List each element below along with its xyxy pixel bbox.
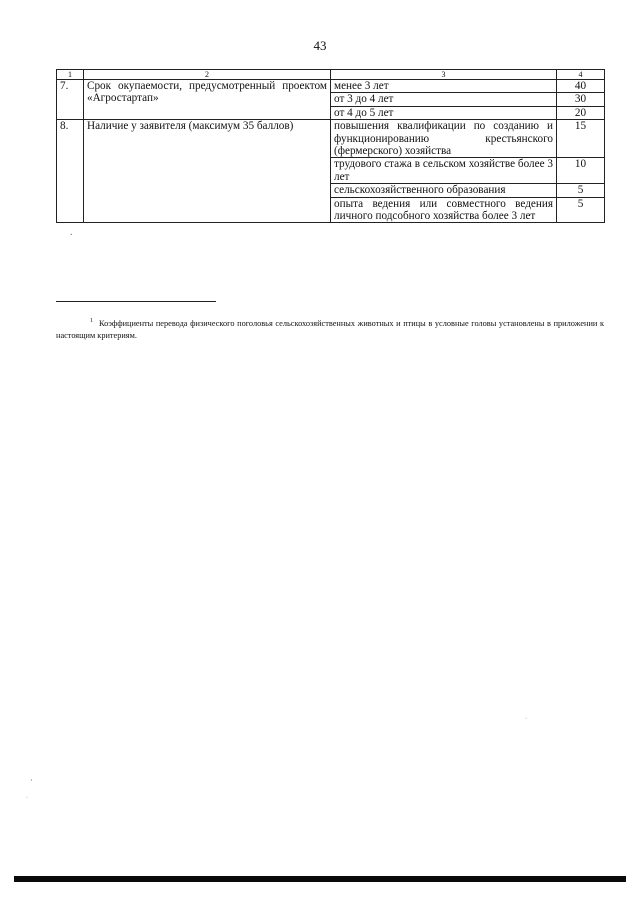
footnote-text: Коэффициенты перевода физического поголовья сельскохозяйственных животных и птицы в условные головы установлены в приложении к настоящим критериям. xyxy=(56,319,604,340)
criterion-text: Срок окупаемости, предусмотренный проектом «Агростартап» xyxy=(84,80,331,120)
option-score: 30 xyxy=(557,93,605,106)
scan-mark: ˎ xyxy=(70,226,73,235)
option-score: 5 xyxy=(557,184,605,197)
option-text: менее 3 лет xyxy=(331,80,557,93)
footnote-separator xyxy=(56,301,216,302)
criteria-table xyxy=(56,69,605,223)
option-text: трудового стажа в сельском хозяйстве более 3 лет xyxy=(331,158,557,184)
scan-speck: · xyxy=(525,716,527,722)
option-score: 5 xyxy=(557,197,605,223)
option-text: опыта ведения или совместного ведения личного подсобного хозяйства более 3 лет xyxy=(331,197,557,223)
option-score: 10 xyxy=(557,158,605,184)
option-text: повышения квалификации по созданию и функционированию крестьянского (фермерского) хозяйства xyxy=(331,120,557,158)
table-header-row xyxy=(57,70,605,80)
table-row xyxy=(57,80,605,93)
option-text: от 4 до 5 лет xyxy=(331,106,557,119)
column-header: 2 xyxy=(84,70,331,80)
criterion-text: Наличие у заявителя (максимум 35 баллов) xyxy=(84,120,331,223)
scan-speck: · xyxy=(30,776,33,785)
option-score: 15 xyxy=(557,120,605,158)
footnote-marker: 1 xyxy=(90,318,93,325)
option-score: 40 xyxy=(557,80,605,93)
option-text: от 3 до 4 лет xyxy=(331,93,557,106)
option-text: сельскохозяйственного образования xyxy=(331,184,557,197)
page-number: 43 xyxy=(313,38,327,53)
row-number: 8. xyxy=(57,120,84,223)
row-number: 7. xyxy=(57,80,84,120)
option-score: 20 xyxy=(557,106,605,119)
column-header: 1 xyxy=(57,70,84,80)
column-header: 4 xyxy=(557,70,605,80)
scan-speck: · xyxy=(26,795,28,801)
column-header: 3 xyxy=(331,70,557,80)
table-row xyxy=(57,120,605,158)
footnote xyxy=(56,318,604,341)
scan-bottom-edge xyxy=(14,876,626,882)
